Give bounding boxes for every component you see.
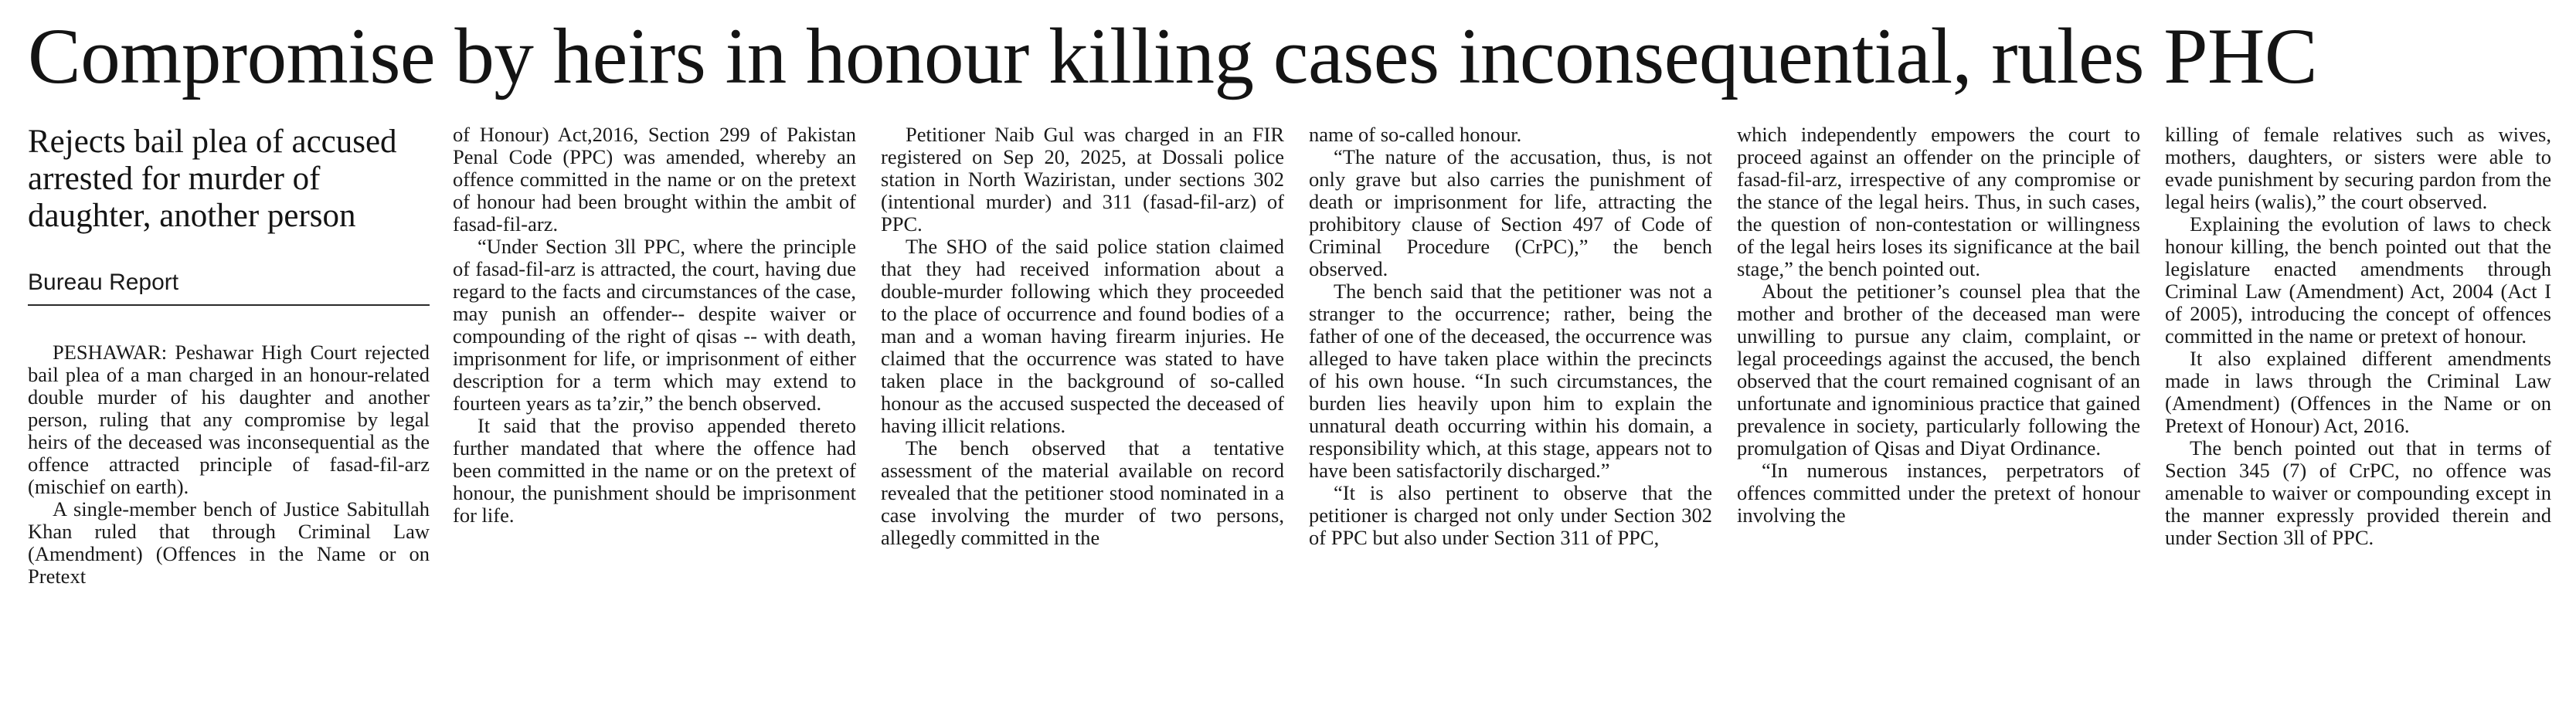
paragraph: “In numerous instances, perpetrators of offences committed under the pretext of honour involving the: [1737, 459, 2140, 527]
paragraph: It said that the proviso appended thereto further mandated that where the offence had been committed in the name or on the pretext of honour, the punishment should be imprisonment for life.: [453, 414, 856, 527]
paragraph: A single-member bench of Justice Sabitullah Khan ruled that through Criminal Law (Amendment) (Offences in the Name or on Pretext: [28, 497, 430, 588]
headline: Compromise by heirs in honour killing cases inconsequential, rules PHC: [28, 12, 2318, 100]
paragraph: The bench pointed out that in terms of Section 345 (7) of CrPC, no offence was amenable to waiver or compounding except in the manner expressly provided therein and under Section 3ll of PPC.: [2165, 436, 2551, 549]
paragraph: “It is also pertinent to observe that the petitioner is charged not only under Section 302 of PPC but also under Section 311 of PPC,: [1309, 481, 1712, 549]
byline: Bureau Report: [28, 269, 430, 306]
subheadline: Rejects bail plea of accused arrested for murder of daughter, another person: [28, 124, 397, 234]
paragraph: “The nature of the accusation, thus, is not only grave but also carries the punishment of death or imprisonment for life, attracting the prohibitory clause of Section 497 of Code of Criminal Procedure (CrPC),” the bench observed.: [1309, 145, 1712, 280]
paragraph: The SHO of the said police station claimed that they had received information about a double-murder following which they proceeded to the place of occurrence and found bodies of a man and a woman having firearm injuries. He claimed that the occurrence was stated to have taken place in the background of so-called honour as the accused suspected the deceased of having illicit relations.: [881, 235, 1284, 437]
article-column-1: [28, 124, 430, 715]
article-column-6: [2165, 124, 2551, 715]
paragraph: Explaining the evolution of laws to check honour killing, the bench pointed out that the legislature enacted amendments through Criminal Law (Amendment) Act, 2004 (Act I of 2005), introducing the concept of offences committed in the name or pretext of honour.: [2165, 212, 2551, 348]
paragraph: PESHAWAR: Peshawar High Court rejected bail plea of a man charged in an honour-related double murder of his daughter and another person, ruling that any compromise by legal heirs of the deceased was inconsequential as the offence attracted principle of fasad-fil-arz (mischief on earth).: [28, 341, 430, 498]
paragraph: About the petitioner’s counsel plea that the mother and brother of the deceased man were unwilling to pursue any claim, complaint, or legal proceedings against the accused, the bench observed that the court remained cognisant of an unfortunate and ignominious practice that gained prevalence in society, particularly following the promulgation of Qisas and Diyat Ordinance.: [1737, 280, 2140, 460]
paragraph: killing of female relatives such as wives, mothers, daughters, or sisters were able to evade punishment by securing pardon from the legal heirs (walis),” the court observed.: [2165, 124, 2551, 213]
paragraph: It also explained different amendments made in laws through the Criminal Law (Amendment) (Offences in the Name or on Pretext of Honour) Act, 2016.: [2165, 347, 2551, 437]
column-body-6: [2165, 124, 2551, 549]
paragraph: Petitioner Naib Gul was charged in an FIR registered on Sep 20, 2025, at Dossali police station in North Waziristan, under sections 302 (intentional murder) and 311 (fasad-fil-arz) of PPC.: [881, 124, 1284, 236]
article-column-3: [881, 124, 1284, 715]
paragraph: name of so-called honour.: [1309, 124, 1522, 146]
column-body-2: [453, 124, 856, 527]
column-body-5: [1737, 124, 2140, 527]
column-body-3: [881, 124, 1284, 549]
paragraph: which independently empowers the court to proceed against an offender on the principle of fasad-fil-arz, irrespective of any compromise or the stance of the legal heirs. Thus, in such cases, the question of non-contestation or willingness of the legal heirs loses its significance at the bail stage,” the bench pointed out.: [1737, 124, 2140, 280]
paragraph: of Honour) Act,2016, Section 299 of Pakistan Penal Code (PPC) was amended, whereby an offence committed in the name or on the pretext of honour had been brought within the ambit of fasad-fil-arz.: [453, 124, 856, 236]
paragraph: The bench observed that a tentative assessment of the material available on record revealed that the petitioner stood nominated in a case involving the murder of two persons, allegedly committed in the: [881, 436, 1284, 549]
paragraph: The bench said that the petitioner was not a stranger to the occurrence; rather, being the father of one of the deceased, the occurrence was alleged to have taken place within the precincts of his own house. “In such circumstances, the burden lies heavily upon him to explain the unnatural death occurring within his domain, a responsibility which, at this stage, appears not to have been satisfactorily discharged.”: [1309, 280, 1712, 482]
article-column-5: [1737, 124, 2140, 715]
article-columns: [28, 124, 2551, 715]
column-body-1: [28, 341, 430, 588]
article-column-2: [453, 124, 856, 715]
article-column-4: [1309, 124, 1712, 715]
paragraph: “Under Section 3ll PPC, where the principle of fasad-fil-arz is attracted, the court, having due regard to the facts and circumstances of the case, may punish an offender-- despite waiver or compounding of the right of qisas -- with death, imprisonment for life, or imprisonment of either description for a term which may extend to fourteen years as ta’zir,” the bench observed.: [453, 235, 856, 415]
column-body-4: [1309, 124, 1712, 549]
